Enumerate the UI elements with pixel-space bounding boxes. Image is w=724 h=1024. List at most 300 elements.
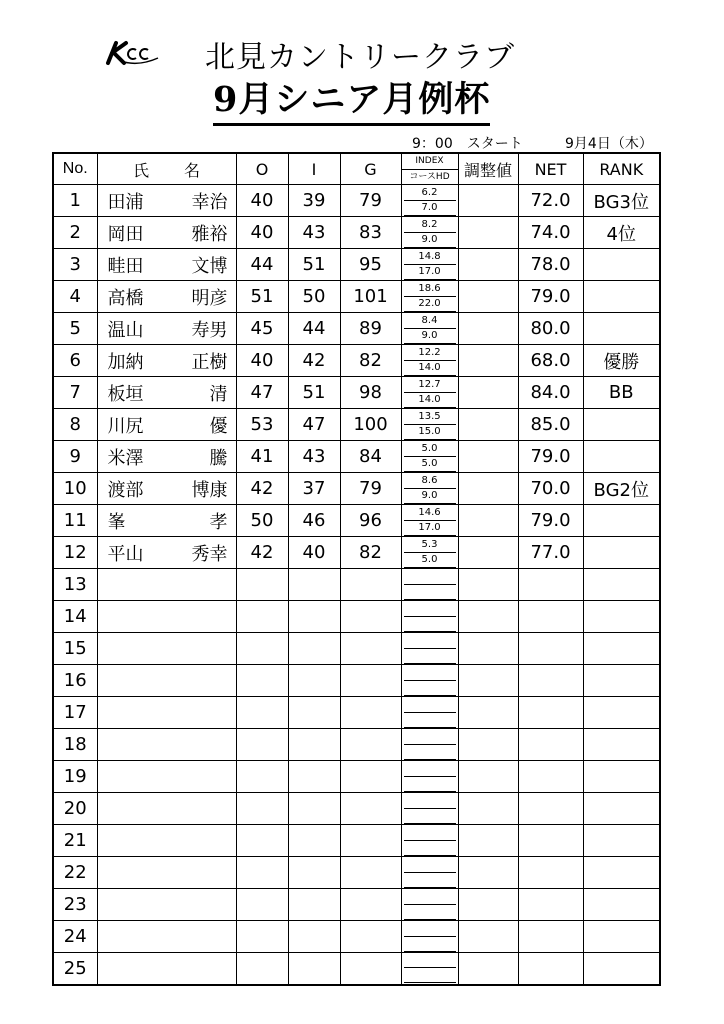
cell-gross: 95 <box>340 249 401 281</box>
col-header-name-given: 名 <box>183 160 200 180</box>
cell-name <box>97 857 236 889</box>
col-header-adjust: 調整値 <box>458 153 518 185</box>
cell-out: 40 <box>236 345 288 377</box>
table-row <box>53 953 660 985</box>
cell-gross <box>340 697 401 729</box>
cell-index-value: 6.2 <box>404 186 456 201</box>
cell-out <box>236 953 288 985</box>
cell-name <box>97 281 236 313</box>
cell-adjust <box>458 505 518 537</box>
cell-in <box>288 921 340 953</box>
cell-gross: 83 <box>340 217 401 249</box>
table-row <box>53 249 660 281</box>
cell-name <box>97 185 236 217</box>
cell-rank: 優勝 <box>583 345 660 377</box>
cell-out <box>236 889 288 921</box>
cell-adjust <box>458 857 518 889</box>
cell-out <box>236 857 288 889</box>
cell-index-value <box>404 794 456 809</box>
table-row <box>53 217 660 249</box>
cell-family-name: 高橋 <box>107 287 144 309</box>
cell-family-name: 岡田 <box>107 223 144 245</box>
cell-in <box>288 601 340 633</box>
cell-adjust <box>458 633 518 665</box>
cell-index-value: 14.8 <box>404 250 456 265</box>
cell-index-value: 12.7 <box>404 378 456 393</box>
cell-adjust <box>458 281 518 313</box>
cell-rank <box>583 761 660 793</box>
cell-name <box>97 345 236 377</box>
cell-index <box>401 185 458 217</box>
cell-gross: 100 <box>340 409 401 441</box>
cell-rank <box>583 697 660 729</box>
cell-gross: 79 <box>340 473 401 505</box>
table-row <box>53 281 660 313</box>
cell-given-name: 清 <box>209 383 228 405</box>
cell-out <box>236 665 288 697</box>
table-row <box>53 601 660 633</box>
cell-course-hd: 5.0 <box>404 457 456 472</box>
cell-no: 14 <box>53 601 97 633</box>
cell-no: 3 <box>53 249 97 281</box>
cell-gross: 101 <box>340 281 401 313</box>
cell-out <box>236 761 288 793</box>
cell-rank <box>583 633 660 665</box>
cell-index <box>401 537 458 569</box>
col-header-no: No. <box>53 153 97 185</box>
cell-index <box>401 505 458 537</box>
cell-index <box>401 441 458 473</box>
cell-rank <box>583 729 660 761</box>
cell-out: 53 <box>236 409 288 441</box>
cell-no: 10 <box>53 473 97 505</box>
cell-rank: BG3位 <box>583 185 660 217</box>
cell-out: 50 <box>236 505 288 537</box>
table-row <box>53 377 660 409</box>
cell-family-name: 田浦 <box>107 191 144 213</box>
cell-no: 7 <box>53 377 97 409</box>
cell-net: 79.0 <box>518 505 583 537</box>
cell-index <box>401 633 458 665</box>
results-body <box>53 185 660 985</box>
cell-gross <box>340 825 401 857</box>
cell-rank: BG2位 <box>583 473 660 505</box>
cell-in <box>288 889 340 921</box>
cell-family-name: 川尻 <box>107 415 144 437</box>
cell-course-hd: 17.0 <box>404 265 456 280</box>
cell-adjust <box>458 665 518 697</box>
cell-no: 4 <box>53 281 97 313</box>
cell-name <box>97 441 236 473</box>
cell-adjust <box>458 569 518 601</box>
cell-in: 43 <box>288 217 340 249</box>
cell-out: 40 <box>236 185 288 217</box>
cell-name <box>97 505 236 537</box>
club-name: 北見カントリークラブ <box>205 40 515 75</box>
cell-out <box>236 569 288 601</box>
cell-given-name: 雅裕 <box>191 223 228 245</box>
col-header-rank: RANK <box>583 153 660 185</box>
cell-net: 77.0 <box>518 537 583 569</box>
cell-given-name: 文博 <box>191 255 228 277</box>
cell-out: 44 <box>236 249 288 281</box>
cell-in: 43 <box>288 441 340 473</box>
cell-rank <box>583 793 660 825</box>
cell-in <box>288 665 340 697</box>
cell-no: 2 <box>53 217 97 249</box>
cell-rank <box>583 665 660 697</box>
cell-adjust <box>458 793 518 825</box>
cell-net <box>518 761 583 793</box>
event-title: 9月シニア月例杯 <box>213 78 490 126</box>
cell-name <box>97 921 236 953</box>
cell-no: 15 <box>53 633 97 665</box>
cell-in <box>288 857 340 889</box>
cell-course-hd <box>404 681 456 696</box>
start-time: 9：00 スタート <box>412 136 523 152</box>
cell-course-hd <box>404 649 456 664</box>
table-row <box>53 313 660 345</box>
cell-gross: 98 <box>340 377 401 409</box>
cell-gross <box>340 953 401 985</box>
cell-no: 21 <box>53 825 97 857</box>
cell-rank <box>583 409 660 441</box>
cell-index-value: 14.6 <box>404 506 456 521</box>
cell-course-hd <box>404 617 456 632</box>
cell-no: 11 <box>53 505 97 537</box>
cell-index-value <box>404 858 456 873</box>
cell-out <box>236 601 288 633</box>
cell-index-value: 18.6 <box>404 282 456 297</box>
cell-adjust <box>458 217 518 249</box>
cell-name <box>97 729 236 761</box>
col-header-out: O <box>236 153 288 185</box>
cell-net: 79.0 <box>518 281 583 313</box>
table-row <box>53 569 660 601</box>
cell-rank <box>583 441 660 473</box>
cell-course-hd <box>404 841 456 856</box>
cell-net: 78.0 <box>518 249 583 281</box>
cell-index <box>401 889 458 921</box>
cell-family-name: 渡部 <box>107 479 144 501</box>
cell-no: 1 <box>53 185 97 217</box>
col-header-index <box>401 153 458 185</box>
cell-index <box>401 761 458 793</box>
cell-name <box>97 537 236 569</box>
col-header-name-family: 氏 <box>132 160 149 180</box>
cell-in <box>288 697 340 729</box>
cell-adjust <box>458 313 518 345</box>
cell-no: 22 <box>53 857 97 889</box>
cell-gross: 96 <box>340 505 401 537</box>
cell-in: 46 <box>288 505 340 537</box>
table-row <box>53 729 660 761</box>
cell-in <box>288 569 340 601</box>
cell-name <box>97 473 236 505</box>
cell-index <box>401 921 458 953</box>
cell-name <box>97 953 236 985</box>
cell-net: 70.0 <box>518 473 583 505</box>
cell-in <box>288 761 340 793</box>
cell-course-hd: 14.0 <box>404 393 456 408</box>
cell-index <box>401 345 458 377</box>
cell-gross <box>340 889 401 921</box>
cell-name <box>97 249 236 281</box>
cell-net: 80.0 <box>518 313 583 345</box>
cell-adjust <box>458 377 518 409</box>
cell-gross <box>340 793 401 825</box>
cell-adjust <box>458 345 518 377</box>
cell-rank <box>583 601 660 633</box>
cell-given-name: 優 <box>209 415 228 437</box>
cell-index-value <box>404 953 456 968</box>
cell-adjust <box>458 889 518 921</box>
cell-gross: 79 <box>340 185 401 217</box>
cell-net <box>518 921 583 953</box>
cell-index-value <box>404 826 456 841</box>
cell-net: 84.0 <box>518 377 583 409</box>
cell-net: 72.0 <box>518 185 583 217</box>
cell-course-hd <box>404 905 456 920</box>
cell-net <box>518 569 583 601</box>
cell-in: 40 <box>288 537 340 569</box>
cell-adjust <box>458 441 518 473</box>
cell-index-value <box>404 698 456 713</box>
cell-no: 23 <box>53 889 97 921</box>
cell-no: 8 <box>53 409 97 441</box>
cell-in: 50 <box>288 281 340 313</box>
table-row <box>53 921 660 953</box>
cell-out <box>236 921 288 953</box>
cell-adjust <box>458 761 518 793</box>
cell-course-hd <box>404 585 456 600</box>
cell-name <box>97 409 236 441</box>
cell-no: 9 <box>53 441 97 473</box>
cell-in <box>288 825 340 857</box>
cell-out: 45 <box>236 313 288 345</box>
cell-index <box>401 249 458 281</box>
cell-index <box>401 729 458 761</box>
cell-course-hd: 14.0 <box>404 361 456 376</box>
cell-index-value: 13.5 <box>404 410 456 425</box>
cell-rank <box>583 889 660 921</box>
cell-index <box>401 953 458 985</box>
cell-rank <box>583 249 660 281</box>
cell-in: 44 <box>288 313 340 345</box>
cell-given-name: 孝 <box>209 511 228 533</box>
cell-family-name: 加納 <box>107 351 144 373</box>
cell-name <box>97 665 236 697</box>
cell-rank <box>583 505 660 537</box>
cell-no: 25 <box>53 953 97 985</box>
cell-index <box>401 857 458 889</box>
col-header-course-hd: コースHD <box>402 169 458 185</box>
cell-course-hd: 9.0 <box>404 233 456 248</box>
cell-gross <box>340 761 401 793</box>
cell-out <box>236 633 288 665</box>
cell-given-name: 秀幸 <box>191 543 228 565</box>
cell-no: 19 <box>53 761 97 793</box>
cell-gross: 84 <box>340 441 401 473</box>
cell-course-hd <box>404 777 456 792</box>
cell-given-name: 博康 <box>191 479 228 501</box>
cell-rank <box>583 857 660 889</box>
cell-course-hd: 15.0 <box>404 425 456 440</box>
cell-rank <box>583 921 660 953</box>
cell-rank <box>583 281 660 313</box>
cell-gross <box>340 857 401 889</box>
table-row <box>53 505 660 537</box>
cell-name <box>97 633 236 665</box>
cell-index-value <box>404 890 456 905</box>
cell-out: 41 <box>236 441 288 473</box>
cell-course-hd: 22.0 <box>404 297 456 312</box>
event-date: 9月4日（木） <box>565 136 653 152</box>
cell-adjust <box>458 537 518 569</box>
cell-index-value: 5.0 <box>404 442 456 457</box>
cell-gross <box>340 921 401 953</box>
cell-index-value <box>404 634 456 649</box>
cell-out <box>236 825 288 857</box>
cell-no: 13 <box>53 569 97 601</box>
cell-in: 47 <box>288 409 340 441</box>
cell-course-hd: 7.0 <box>404 201 456 216</box>
table-row <box>53 633 660 665</box>
cell-index <box>401 569 458 601</box>
cell-net <box>518 729 583 761</box>
cell-index <box>401 377 458 409</box>
cell-adjust <box>458 185 518 217</box>
cell-given-name: 幸治 <box>191 191 228 213</box>
cell-index-value <box>404 922 456 937</box>
cell-in <box>288 953 340 985</box>
cell-adjust <box>458 921 518 953</box>
cell-no: 5 <box>53 313 97 345</box>
cell-adjust <box>458 409 518 441</box>
cell-index <box>401 473 458 505</box>
cell-course-hd <box>404 937 456 952</box>
cell-course-hd: 9.0 <box>404 489 456 504</box>
cell-index-value <box>404 666 456 681</box>
cell-adjust <box>458 249 518 281</box>
cell-index <box>401 665 458 697</box>
cell-name <box>97 697 236 729</box>
cell-course-hd: 17.0 <box>404 521 456 536</box>
table-row <box>53 793 660 825</box>
cell-name <box>97 313 236 345</box>
cell-in: 51 <box>288 249 340 281</box>
cell-net <box>518 857 583 889</box>
cell-name <box>97 601 236 633</box>
cell-course-hd <box>404 809 456 824</box>
cell-no: 17 <box>53 697 97 729</box>
cell-gross: 82 <box>340 537 401 569</box>
cell-net <box>518 633 583 665</box>
cell-family-name: 平山 <box>107 543 144 565</box>
col-header-in: I <box>288 153 340 185</box>
cell-rank <box>583 825 660 857</box>
cell-no: 6 <box>53 345 97 377</box>
cell-course-hd <box>404 873 456 888</box>
cell-adjust <box>458 825 518 857</box>
cell-in <box>288 793 340 825</box>
cell-out <box>236 793 288 825</box>
cell-index <box>401 825 458 857</box>
cell-no: 16 <box>53 665 97 697</box>
cell-index-value: 8.4 <box>404 314 456 329</box>
cell-gross <box>340 729 401 761</box>
cell-net <box>518 825 583 857</box>
cell-index <box>401 281 458 313</box>
table-row <box>53 441 660 473</box>
table-row <box>53 825 660 857</box>
cell-gross <box>340 569 401 601</box>
cell-rank <box>583 313 660 345</box>
cell-family-name: 米澤 <box>107 447 144 469</box>
cell-rank: BB <box>583 377 660 409</box>
cell-net <box>518 665 583 697</box>
cell-given-name: 寿男 <box>191 319 228 341</box>
cell-name <box>97 889 236 921</box>
col-header-index-label: INDEX <box>415 156 444 166</box>
cell-course-hd <box>404 745 456 760</box>
cell-net: 74.0 <box>518 217 583 249</box>
table-row <box>53 665 660 697</box>
cell-index <box>401 409 458 441</box>
cell-net <box>518 889 583 921</box>
cell-given-name: 正樹 <box>191 351 228 373</box>
table-row <box>53 857 660 889</box>
cell-index-value <box>404 602 456 617</box>
cell-index <box>401 697 458 729</box>
cell-name <box>97 217 236 249</box>
cell-index-value <box>404 570 456 585</box>
cell-name <box>97 761 236 793</box>
cell-adjust <box>458 729 518 761</box>
cell-gross <box>340 665 401 697</box>
cell-net: 79.0 <box>518 441 583 473</box>
cell-given-name: 明彦 <box>191 287 228 309</box>
cell-net: 68.0 <box>518 345 583 377</box>
col-header-name <box>97 153 236 185</box>
results-table <box>52 152 661 986</box>
table-row <box>53 409 660 441</box>
cell-course-hd: 9.0 <box>404 329 456 344</box>
cell-out: 51 <box>236 281 288 313</box>
cell-net <box>518 601 583 633</box>
col-header-gross: G <box>340 153 401 185</box>
table-row <box>53 185 660 217</box>
table-row <box>53 889 660 921</box>
col-header-net: NET <box>518 153 583 185</box>
cell-no: 20 <box>53 793 97 825</box>
cell-gross <box>340 633 401 665</box>
cell-adjust <box>458 601 518 633</box>
cell-out <box>236 697 288 729</box>
cell-out: 42 <box>236 537 288 569</box>
cell-course-hd <box>404 968 456 983</box>
cell-family-name: 峯 <box>107 511 126 533</box>
cell-out: 42 <box>236 473 288 505</box>
cell-index-value <box>404 730 456 745</box>
cell-adjust <box>458 473 518 505</box>
cell-course-hd: 5.0 <box>404 553 456 568</box>
cell-out <box>236 729 288 761</box>
cell-gross: 82 <box>340 345 401 377</box>
cell-index-value: 8.6 <box>404 474 456 489</box>
cell-in <box>288 729 340 761</box>
cell-net <box>518 697 583 729</box>
